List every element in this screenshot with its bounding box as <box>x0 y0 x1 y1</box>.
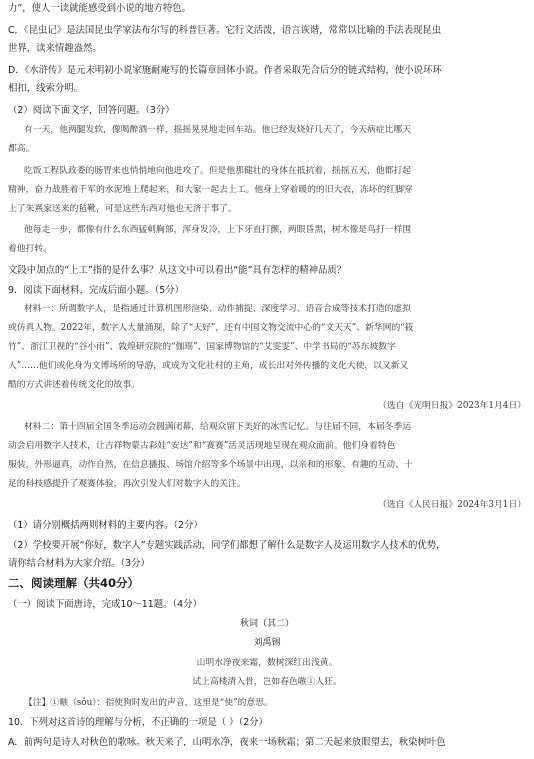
question-line: （1）请分别概括两则材料的主要内容。（2分） <box>8 520 203 531</box>
question-line: （2）学校要开展“你好，数字人”专题实践活动，同学们都想了解什么是数字人及运用数字人技术的优势， <box>8 540 446 551</box>
material-line: 服装，外形逼真，动作自然，在信息播报、场馆介绍等多个场景中出现，以亲和的形象、有趣的互动、十 <box>8 460 413 470</box>
passage-line: 精神，奋力战胜着千军的水泥地上爬起来，和大家一起去上工。他身上穿着暖的的旧大衣，冻坏的红脚穿 <box>8 185 413 195</box>
question-line: 请你结合材料为大家介绍。（3分） <box>8 558 150 569</box>
text-line: 力”，使人一读就能感受到小说的地方特色。 <box>8 3 191 14</box>
passage-line: 上了朱熹家送来的毡靴，可是这些东西对他也无济于事了。 <box>8 204 237 214</box>
source-citation: （选自《光明日报》2023年1月4日） <box>378 401 526 411</box>
material-line: 材料二：第十四届全国冬季运动会圆满闭幕，给观众留下美好的冰雪记忆。与往届不同，本届冬季运 <box>24 422 412 432</box>
text-line: C．《昆虫记》是法国昆虫学家法布尔写的科普巨著。它行文活泼，语言诙谐，常常以比喻的手法表现昆虫 <box>8 25 442 36</box>
passage-line: 着他打转。 <box>8 244 52 254</box>
poem-line: 山明水净夜来霜，数树深红出浅黄。 <box>196 658 338 668</box>
poem-title: 秋词（其二） <box>239 619 294 629</box>
text-line: 相扣，线索分明。 <box>8 83 84 94</box>
poem-note: 【注】①嗾（sǒu）：指使狗时发出的声音，这里是“使”的意思。 <box>24 698 273 708</box>
source-citation: （选自《人民日报》2024年3月1日） <box>378 500 526 510</box>
question-line: 文段中加点的“上工”指的是什么事？从这文中可以看出“能”具有怎样的精神品质？ <box>8 265 347 276</box>
material-line: 或仿真人物。2022年，数字人大量涌现，除了“天好”，还有中国文物交流中心的“文天天”、新华网的“筱 <box>8 323 414 333</box>
section-heading: 二、阅读理解（共40分） <box>8 576 140 590</box>
poem-author: 刘禹锡 <box>253 638 281 648</box>
material-line: 材料一：所谓数字人，是指通过计算机图形渲染、动作捕捉、深度学习、语音合成等技术打造的虚拟 <box>24 304 412 314</box>
poem-line: 试上高楼清入骨，岂如春色嗾①人狂。 <box>192 677 342 687</box>
material-line: 足的科技感提升了观赛体验，再次引发人们对数字人的关注。 <box>8 479 246 489</box>
passage-line: 都高。 <box>8 144 35 154</box>
question-heading: 9．阅读下面材料，完成后面小题。（5分） <box>8 285 184 296</box>
text-line: 世界，读来情趣盎然。 <box>8 43 102 54</box>
question-line: 10．下列对这首诗的理解与分析，不正确的一项是（ ）（2分） <box>8 717 268 728</box>
passage-line: 他每走一步，都像有什么东西猛刺胸部，浑身发冷，上下牙直打颤，两眼昏黑，树木像是鸟打一样围 <box>24 225 412 235</box>
text-line: D．《水浒传》是元末明初小说家施耐庵写的长篇章回体小说。作者采取先合后分的链式结构，使小说环环 <box>8 65 442 76</box>
question-heading: （2）阅读下面文字，回答问题。（3分） <box>8 105 175 116</box>
question-heading: （一）阅读下面唐诗，完成10～11题。（4分） <box>8 599 202 610</box>
material-line: 酷的方式讲述着传统文化的故事。 <box>8 380 140 390</box>
passage-line: 有一天，他两腿发软，像喝醉酒一样，摇摇晃晃地走回车站。他已经发烧好几天了，今天病症比哪天 <box>24 125 412 135</box>
material-line: 竹”、浙江卫视的“谷小雨”、敦煌研究院的“伽瑶”、国家博物馆的“艾雯雯”、中学书局的“苏东坡数字 <box>8 342 396 352</box>
material-line: 人”……他们或化身为文博场所的导游，或成为文化社村的主角，成长出对外传播的文化大使，以又新又 <box>8 361 409 371</box>
material-line: 动会启用数字人技术，让吉祥物蒙古彩娃“安达”和“赛赛”活灵活现地呈现在观众面前。他们身着特色 <box>8 441 396 451</box>
passage-line: 吃饭工程队政委的肠胃来也悄悄地向他进攻了。但是他那健壮的身体在抵抗着，摇摇五天，他都打起 <box>24 166 412 176</box>
answer-option: A．前两句是诗人对秋色的歌咏。秋天来了，山明水净，夜来一场秋霜；第二天起来放眼望去，秋染树叶色 <box>8 737 446 748</box>
